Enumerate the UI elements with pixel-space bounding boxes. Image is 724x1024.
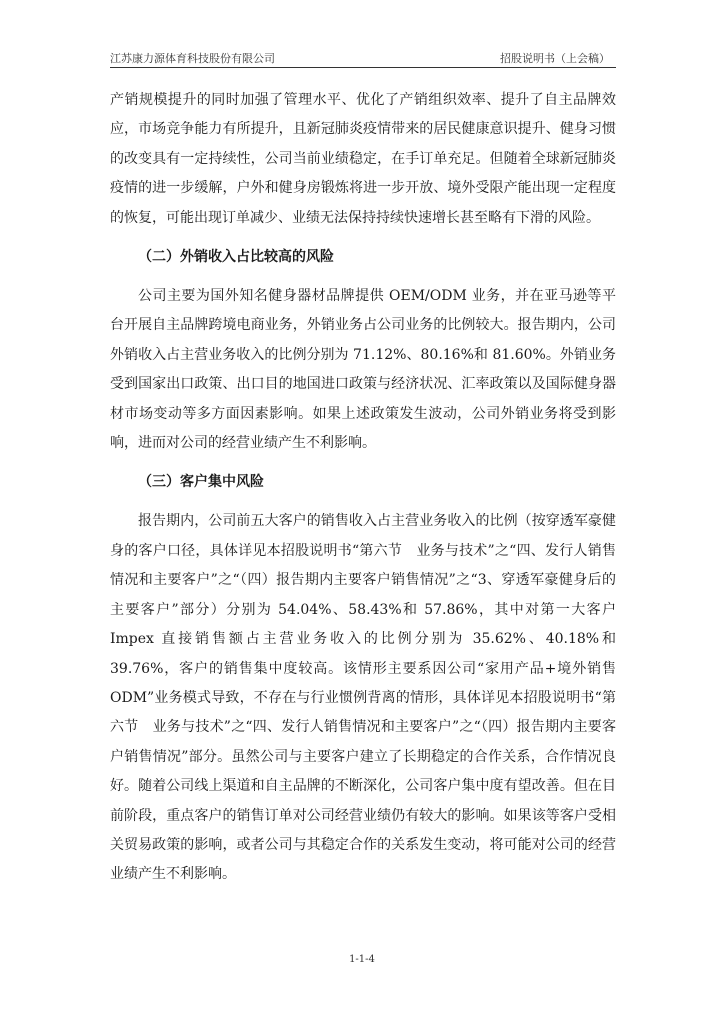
paragraph-customer-concentration: 报告期内，公司前五大客户的销售收入占主营业务收入的比例（按穿透军豪健身的客户口径，具体详见本招股说明书“第六节 业务与技术”之“四、发行人销售情况和主要客户”之“（四）报告期内主要客户销售情况”之“3、穿透军豪健身后的主要客户”部分）分别为 54.04%、58.43%和 57.86%，其中对第一大客户 Impex 直接销售额占主营业务收入的比例分别为 35.62%、40.18%和 39.76%，客户的销售集中度较高。该情形主要系因公司“家用产品+境外销售 ODM”业务模式导致，不存在与行业惯例背离的情形，具体详见本招股说明书“第六节 业务与技术”之“四、发行人销售情况和主要客户”之“（四）报告期内主要客户销售情况”部分。虽然公司与主要客户建立了长期稳定的合作关系，合作情况良好。随着公司线上渠道和自主品牌的不断深化，公司客户集中度有望改善。但在目前阶段，重点客户的销售订单对公司经营业绩仍有较大的影响。如果该等客户受相关贸易政策的影响，或者公司与其稳定合作的关系发生变动，将可能对公司的经营业绩产生不利影响。	[110, 513, 616, 883]
paragraph-market-risk-continued: 产销规模提升的同时加强了管理水平、优化了产销组织效率、提升了自主品牌效应，市场竞争能力有所提升，且新冠肺炎疫情带来的居民健康意识提升、健身习惯的改变具有一定持续性，公司当前业绩稳定，在手订单充足。但随着全球新冠肺炎疫情的进一步缓解，户外和健身房锻炼将进一步开放、境外受限产能出现一定程度的恢复，可能出现订单减少、业绩无法保持持续快速增长甚至略有下滑的风险。	[110, 92, 616, 226]
paragraph-export-risk: 公司主要为国外知名健身器材品牌提供 OEM/ODM 业务，并在亚马逊等平台开展自主品牌跨境电商业务，外销业务占公司业务的比例较大。报告期内，公司外销收入占主营业务收入的比例分别为 71.12%、80.16%和 81.60%。外销业务受到国家出口政策、出口目的地国进口政策与经济状况、汇率政策以及国际健身器材市场变动等多方面因素影响。如果上述政策发生波动，公司外销业务将受到影响，进而对公司的经营业绩产生不利影响。	[110, 288, 616, 452]
header-rule	[110, 67, 616, 68]
document-body	[110, 86, 616, 890]
page-number: 1-1-4	[349, 954, 375, 965]
section-heading-customer-concentration: （三）客户集中风险	[138, 474, 264, 491]
header-company-name: 江苏康力源体育科技股份有限公司	[110, 52, 275, 65]
section-heading-export-risk: （二）外销收入占比较高的风险	[138, 249, 334, 266]
header-document-title: 招股说明书（上会稿）	[500, 52, 610, 65]
page-header	[110, 46, 616, 68]
